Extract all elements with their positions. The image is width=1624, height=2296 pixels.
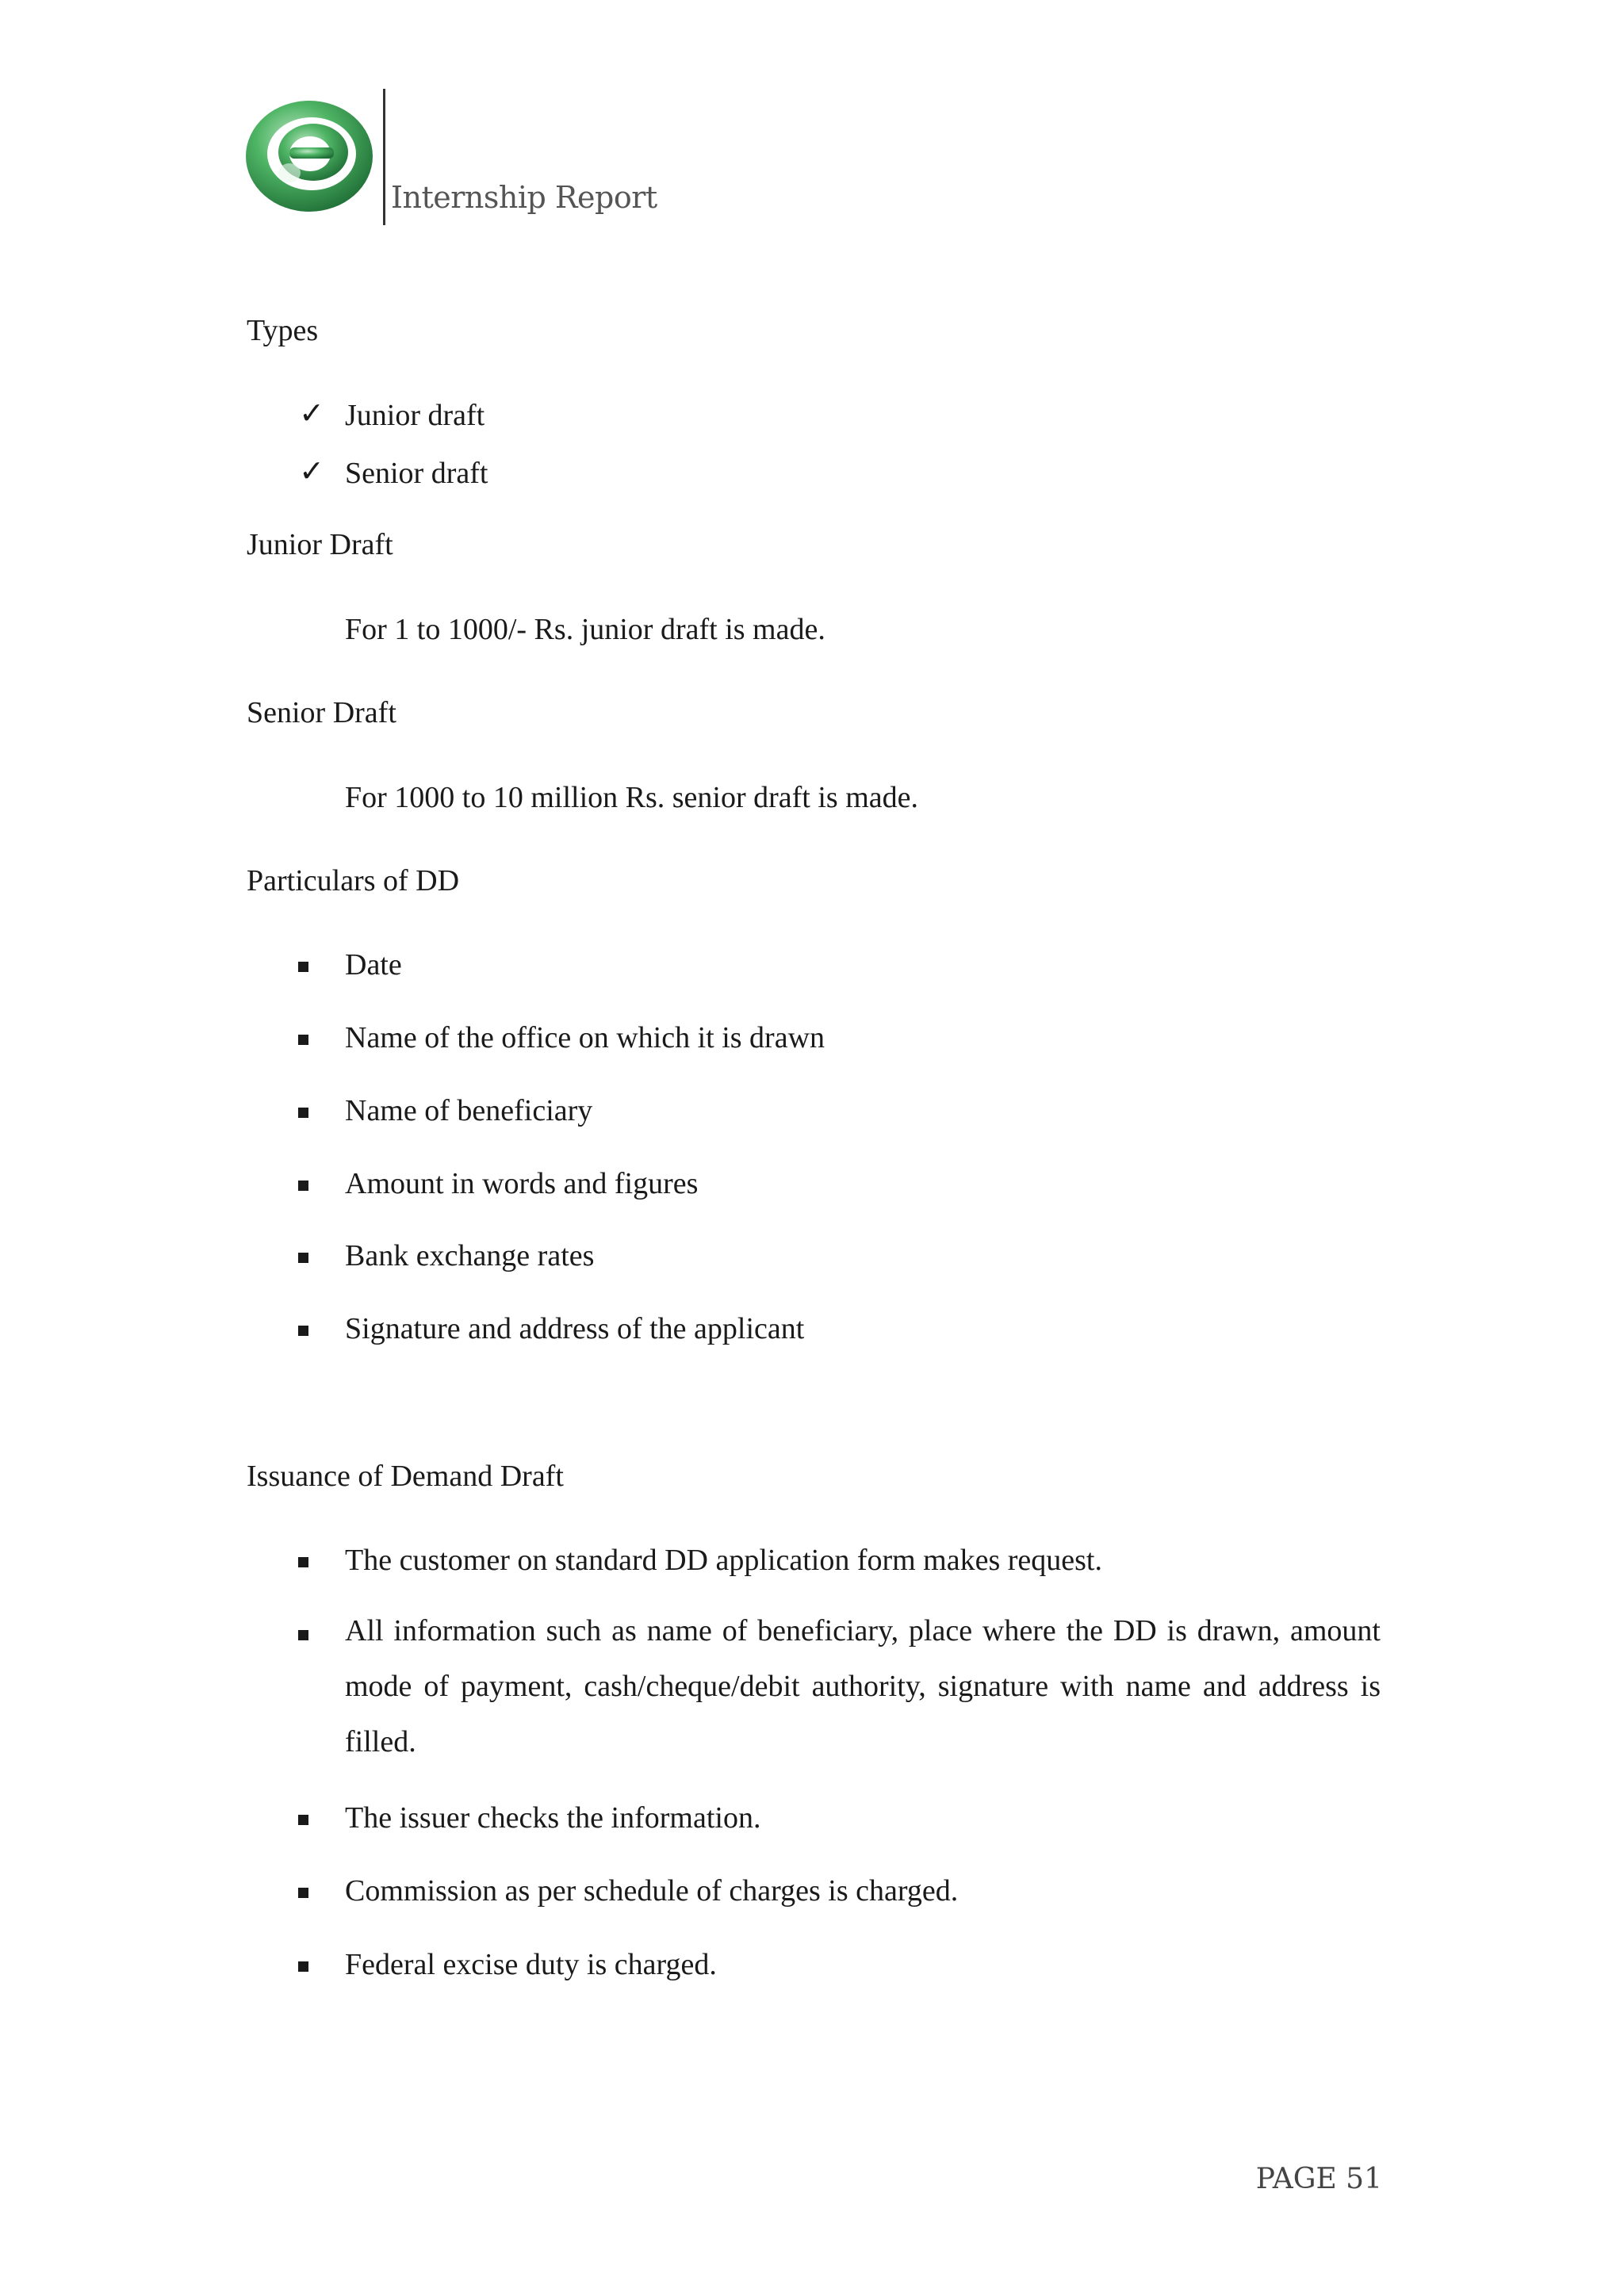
square-bullet-icon	[298, 1253, 308, 1263]
junior-draft-text: For 1 to 1000/- Rs. junior draft is made.	[345, 613, 825, 646]
square-bullet-icon	[298, 1326, 308, 1336]
page-header	[242, 89, 718, 228]
header-title: Internship Report	[391, 180, 657, 215]
checkmark-icon: ✓	[299, 397, 324, 430]
square-bullet-icon	[298, 1181, 308, 1191]
list-item-text: Signature and address of the applicant	[345, 1312, 805, 1345]
list-item-text: All information such as name of beneficiary, place where the DD is drawn, amount mode of payment, cash/cheque/debit authority, signature with name and address is filled.	[345, 1614, 1381, 1758]
square-bullet-icon	[298, 1557, 308, 1567]
list-item-text: Name of beneficiary	[345, 1094, 593, 1127]
types-heading: Types	[247, 314, 319, 347]
senior-draft-text: For 1000 to 10 million Rs. senior draft is made.	[345, 781, 919, 814]
list-item-text: The issuer checks the information.	[345, 1801, 761, 1835]
bank-logo-icon	[242, 97, 377, 216]
list-item-text: Commission as per schedule of charges is charged.	[345, 1874, 959, 1908]
list-item-text: Name of the office on which it is drawn	[345, 1021, 825, 1054]
list-item-text: Bank exchange rates	[345, 1239, 595, 1272]
list-item-text: Senior draft	[345, 457, 488, 490]
senior-draft-heading: Senior Draft	[247, 696, 396, 729]
square-bullet-icon	[298, 1888, 308, 1898]
checkmark-icon: ✓	[299, 455, 324, 488]
list-item-text: Date	[345, 948, 402, 982]
square-bullet-icon	[298, 1961, 308, 1972]
issuance-heading: Issuance of Demand Draft	[247, 1460, 564, 1493]
square-bullet-icon	[298, 1815, 308, 1825]
list-item-text: The customer on standard DD application form makes request.	[345, 1544, 1102, 1577]
list-item-text: Amount in words and figures	[345, 1167, 699, 1200]
page-number: PAGE 51	[1255, 2163, 1382, 2195]
list-item-text: Federal excise duty is charged.	[345, 1948, 717, 1981]
square-bullet-icon	[298, 1035, 308, 1045]
particulars-heading: Particulars of DD	[247, 864, 460, 897]
square-bullet-icon	[298, 1630, 308, 1640]
list-item-text: Junior draft	[345, 399, 485, 432]
square-bullet-icon	[298, 962, 308, 972]
junior-draft-heading: Junior Draft	[247, 528, 393, 561]
square-bullet-icon	[298, 1108, 308, 1118]
header-divider	[383, 89, 385, 225]
